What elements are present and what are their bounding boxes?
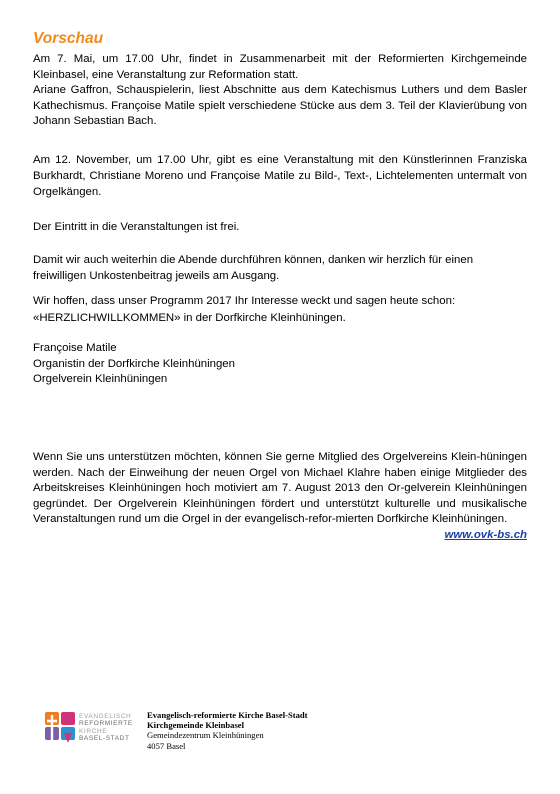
church-logo-icon — [44, 711, 76, 747]
logo-wordmark — [79, 713, 133, 743]
intro-line-2: Ariane Gaffron, Schauspielerin, liest Abschnitte aus dem Katechismus Luthers und dem Basler Kathechismus. Françoise Matile spielt verschiedene Stücke aus dem 3. Teil der Klavierübung von Johann Sebastian Bach. — [33, 84, 527, 128]
donation-paragraph: Damit wir auch weiterhin die Abende durchführen können, danken wir herzlich für einen freiwilligen Unkostenbeitrag jeweils am Ausgang. — [33, 254, 474, 282]
signature-organization: Orgelverein Kleinhüningen — [33, 373, 168, 386]
address-line-1: Evangelisch-reformierte Kirche Basel-Stadt — [147, 710, 308, 720]
signature-block — [33, 341, 527, 388]
membership-text: Wenn Sie uns unterstützen möchten, können Sie gerne Mitglied des Orgelvereins Klein-hüningen werden. Nach der Einweihung der neuen Orgel von Michael Klahre haben einige Mitglieder des Arbeitskreises Kleinhüningen hoch motiviert am 7. August 2013 den Or-gelverein Kleinhüningen gegründet. Der Orgelverein Kleinhüningen fördert und unterstützt kulturelle und musikalische Veranstaltungen rund um die Orgel in der evangelisch-refor-mierten Dorfkirche Kleinhüningen. — [33, 451, 527, 526]
address-line-3: Gemeindezentrum Kleinhüningen — [147, 730, 264, 741]
address-line-4: 4057 Basel — [147, 740, 186, 751]
address-line-2: Kirchgemeinde Kleinbasel — [147, 720, 244, 731]
welcome-line-1: Wir hoffen, dass unser Programm 2017 Ihr Interesse weckt und sagen heute schon: — [33, 295, 456, 307]
intro-paragraph — [33, 52, 527, 130]
welcome-paragraph — [33, 293, 527, 327]
logo-word-1: EVANGELISCH — [79, 713, 132, 720]
logo-word-4: BASEL-STADT — [79, 735, 130, 743]
website-link[interactable]: www.ovk-bs.ch — [444, 528, 527, 541]
logo-word-2: REFORMIERTE — [79, 720, 133, 728]
signature-name: Françoise Matile — [33, 342, 117, 354]
intro-line-1: Am 7. Mai, um 17.00 Uhr, findet in Zusammenarbeit mit der Reformierten Kirchgemeinde Kleinbasel, eine Veranstaltung zur Reformation statt. — [33, 53, 527, 81]
welcome-line-2: «HERZLICHWILLKOMMEN» in der Dorfkirche Kleinhüningen. — [33, 312, 346, 324]
logo-word-3: KIRCHE — [79, 727, 108, 735]
november-paragraph: Am 12. November, um 17.00 Uhr, gibt es eine Veranstaltung mit den Künstlerinnen Franziska Burkhardt, Christiane Moreno und Françoise Matile zu Bild-, Text-, Lichtelementen untermalt von Orgelkängen. — [33, 154, 527, 198]
signature-role: Organistin der Dorfkirche Kleinhüningen — [33, 357, 235, 370]
membership-paragraph — [33, 450, 527, 544]
section-heading: Vorschau — [33, 30, 104, 47]
footer-address — [147, 710, 308, 751]
free-entry-paragraph: Der Eintritt in die Veranstaltungen ist frei. — [33, 221, 240, 234]
